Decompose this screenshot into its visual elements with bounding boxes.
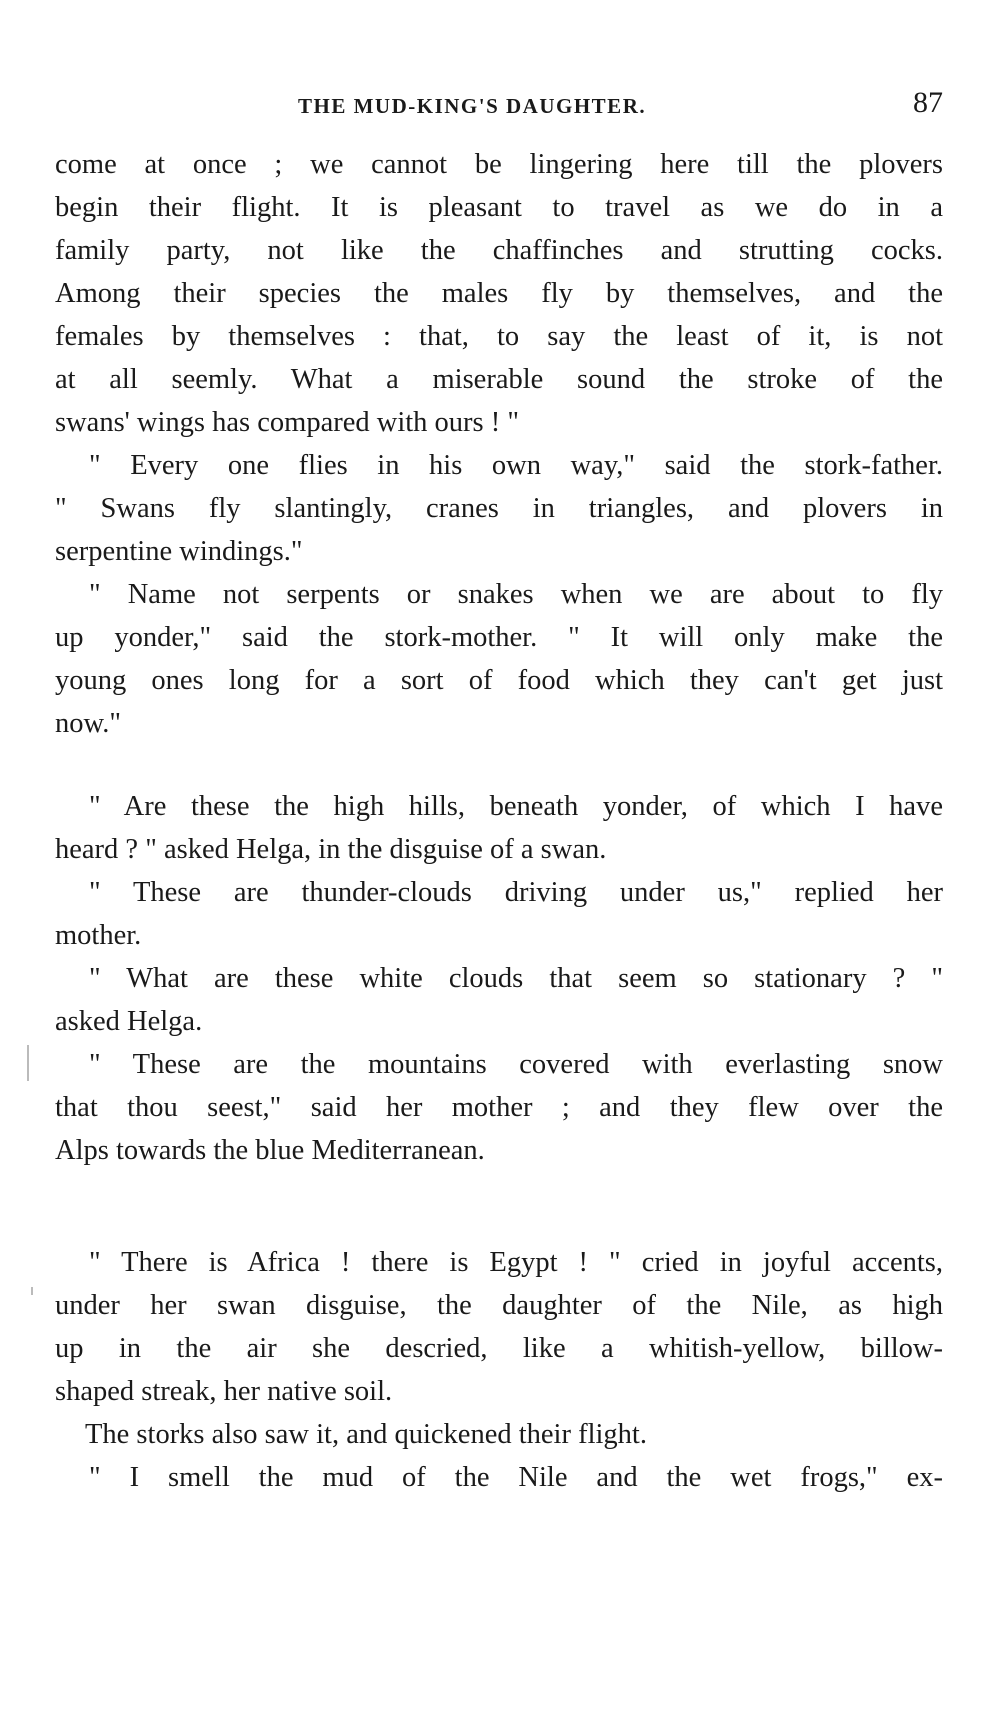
text-line: Among their species the males fly by themselves, and the [55, 278, 943, 309]
text-line: shaped streak, her native soil. [55, 1376, 393, 1407]
text-line: now." [55, 708, 121, 739]
text-line: " These are the mountains covered with everlasting snow [89, 1049, 943, 1080]
text-line: The storks also saw it, and quickened their flight. [85, 1419, 647, 1450]
text-line: begin their flight. It is pleasant to travel as we do in a [55, 192, 943, 223]
text-line: heard ? " asked Helga, in the disguise of a swan. [55, 834, 607, 865]
text-line: " These are thunder-clouds driving under us," replied her [89, 877, 943, 908]
text-line: females by themselves : that, to say the least of it, is not [55, 321, 943, 352]
text-line: mother. [55, 920, 142, 951]
text-line: at all seemly. What a miserable sound the stroke of the [55, 364, 943, 395]
text-block-2 [55, 785, 943, 1172]
scan-mark [31, 1287, 33, 1295]
running-header [55, 86, 943, 126]
page-number: 87 [913, 86, 943, 119]
text-block-1 [55, 143, 943, 745]
text-line: " Are these the high hills, beneath yonder, of which I have [89, 791, 943, 822]
header-title: THE MUD-KING'S DAUGHTER. [298, 94, 647, 118]
text-line: come at once ; we cannot be lingering here till the plovers [55, 149, 943, 180]
text-line: " There is Africa ! there is Egypt ! " cried in joyful accents, [89, 1247, 943, 1278]
text-line: up yonder," said the stork-mother. " It will only make the [55, 622, 943, 653]
text-line: that thou seest," said her mother ; and they flew over the [55, 1092, 943, 1123]
text-line: " Name not serpents or snakes when we are about to fly [89, 579, 943, 610]
text-line: family party, not like the chaffinches and strutting cocks. [55, 235, 943, 266]
text-line: Alps towards the blue Mediterranean. [55, 1135, 485, 1166]
text-block-3 [55, 1241, 943, 1499]
text-line: asked Helga. [55, 1006, 203, 1037]
text-line: " Swans fly slantingly, cranes in triangles, and plovers in [55, 493, 943, 524]
text-line: up in the air she descried, like a whitish-yellow, billow- [55, 1333, 943, 1364]
text-line: under her swan disguise, the daughter of the Nile, as high [55, 1290, 943, 1321]
text-line: " What are these white clouds that seem so stationary ? " [89, 963, 943, 994]
text-line: " I smell the mud of the Nile and the wet frogs," ex- [89, 1462, 943, 1493]
text-line: swans' wings has compared with ours ! " [55, 407, 519, 438]
text-line: " Every one flies in his own way," said the stork-father. [89, 450, 943, 481]
text-line: serpentine windings." [55, 536, 303, 567]
scan-mark [27, 1045, 29, 1081]
text-line: young ones long for a sort of food which they can't get just [55, 665, 943, 696]
